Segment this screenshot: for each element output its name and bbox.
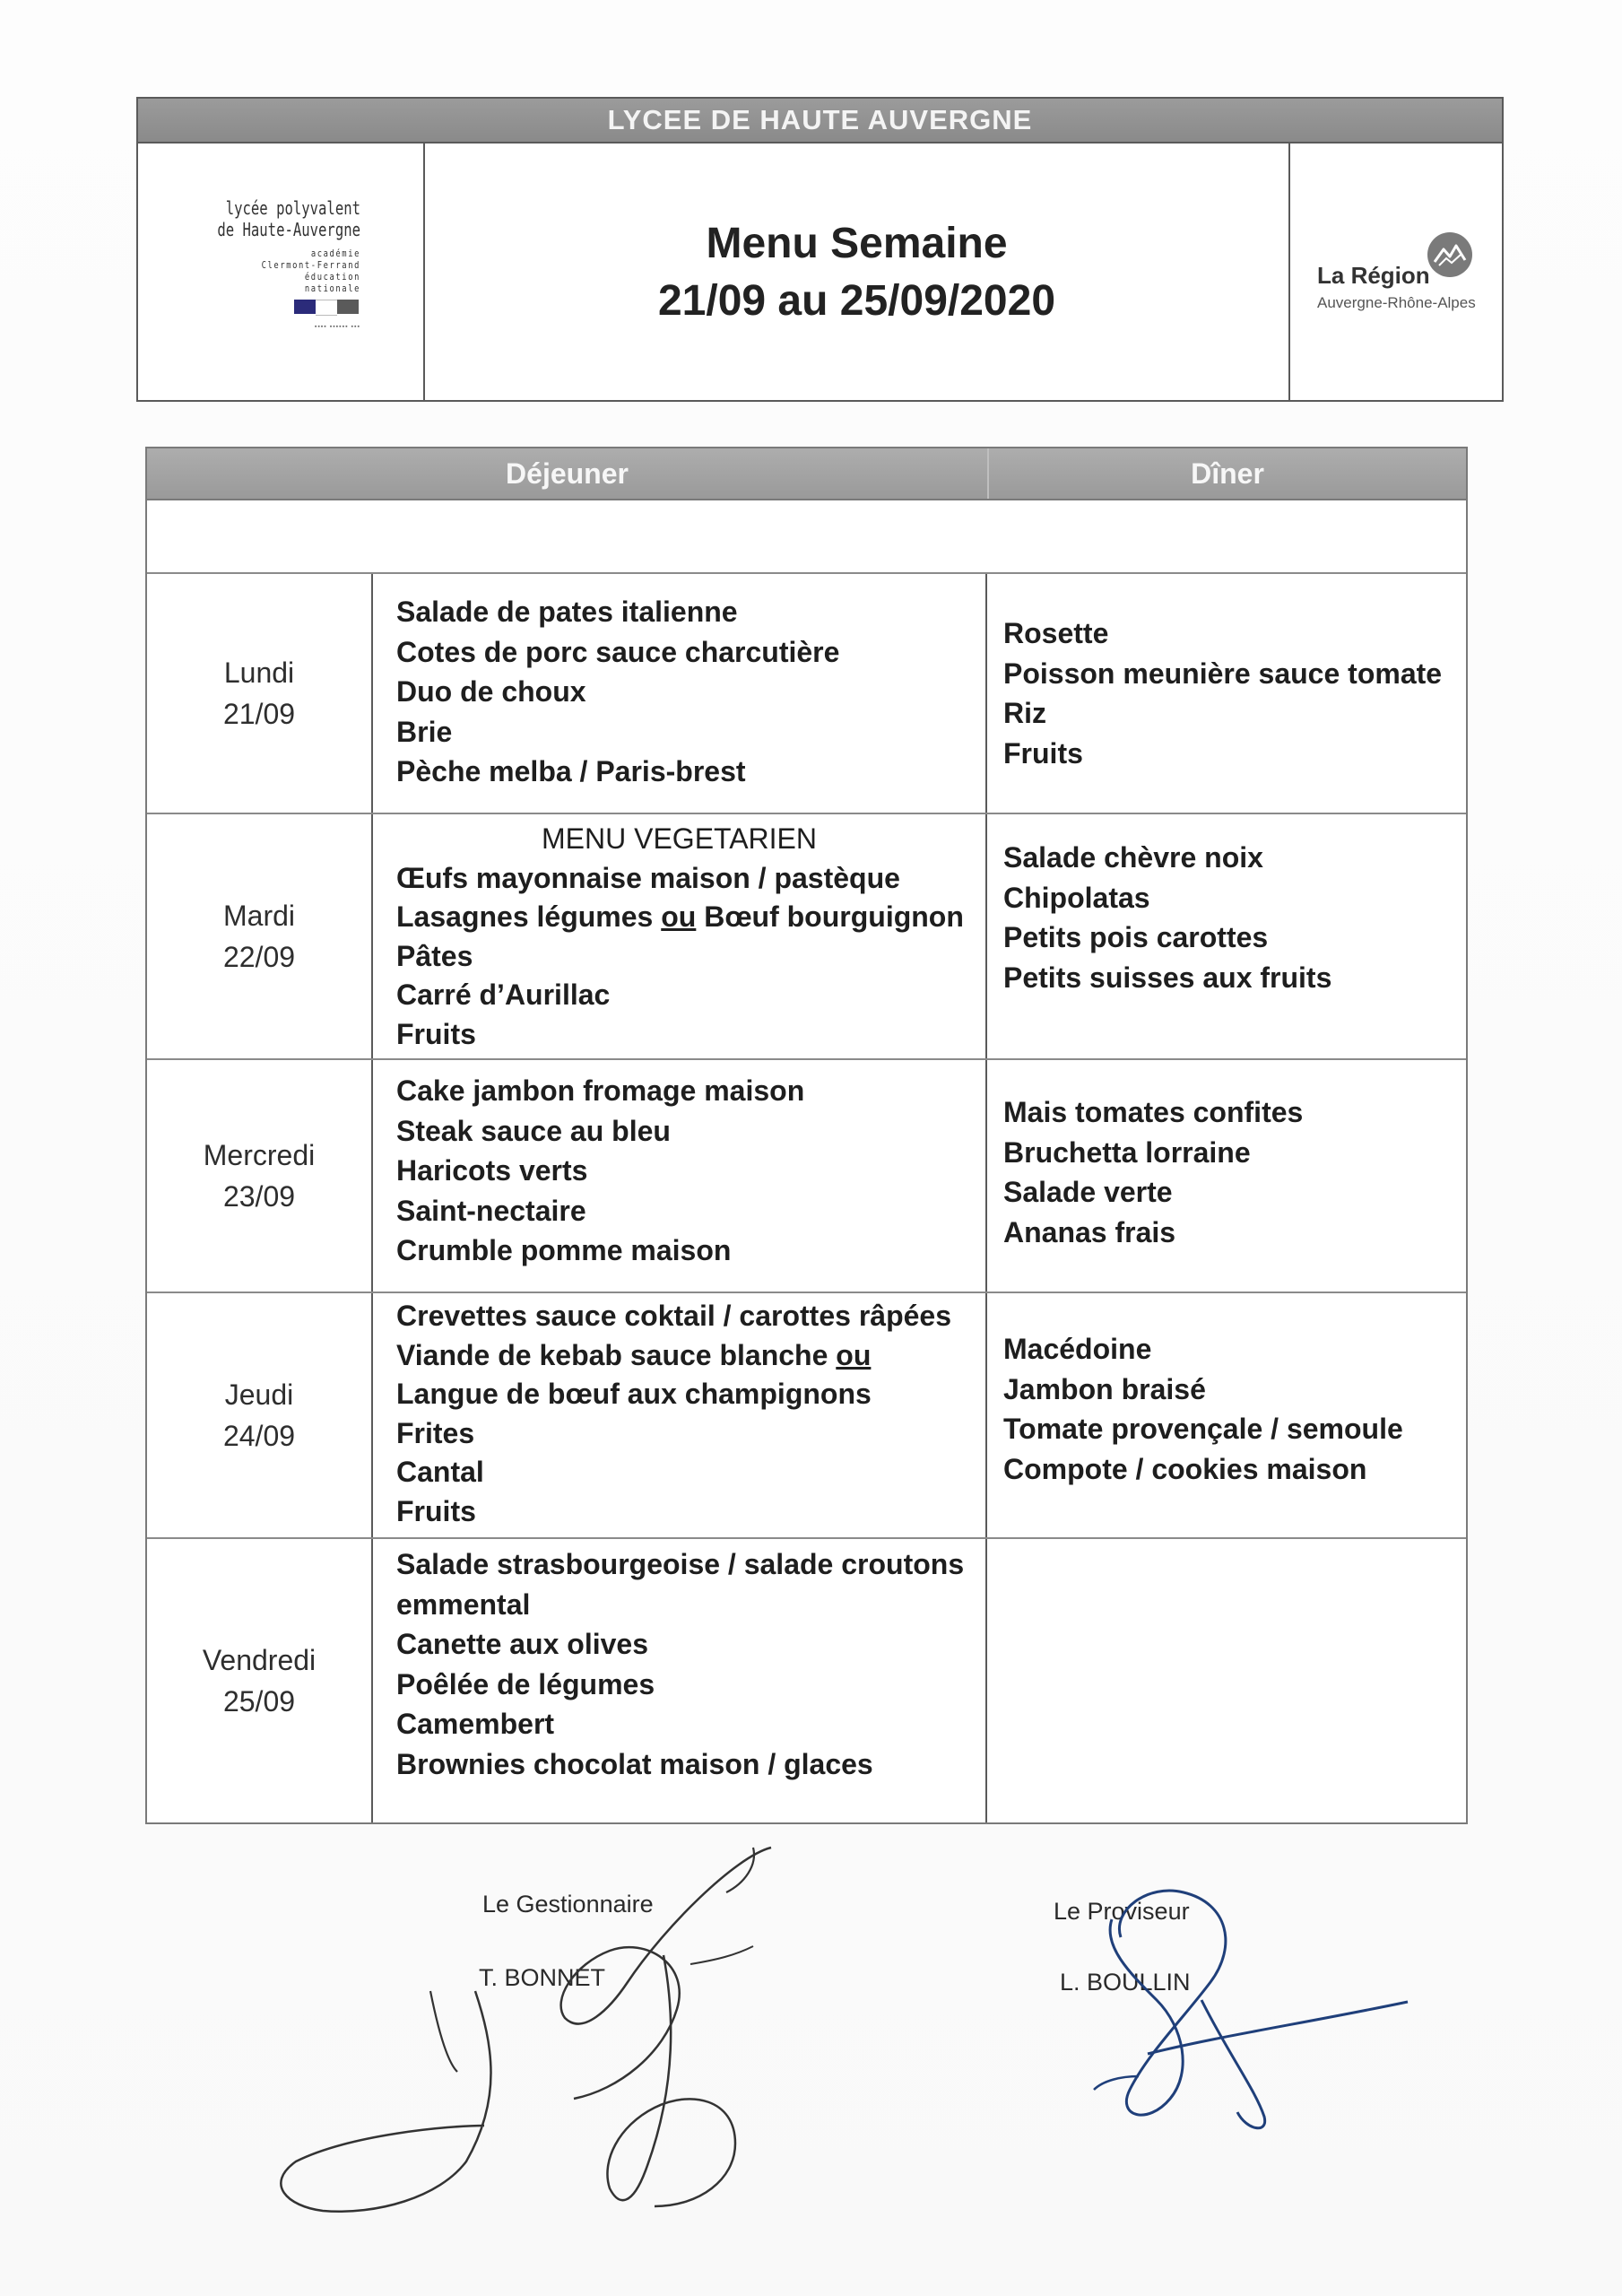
day-cell	[147, 1293, 373, 1537]
dinner-cell	[987, 574, 1466, 813]
day-date: 23/09	[222, 1180, 296, 1213]
lunch-item: Canette aux olives	[396, 1628, 648, 1660]
dinner-item: Salade chèvre noix	[1003, 841, 1263, 874]
table-row	[147, 814, 1466, 1060]
lunch-item-alternative: Viande de kebab sauce blanche ou	[396, 1338, 872, 1371]
school-logo-line6: nationale	[304, 283, 360, 294]
lunch-cell	[373, 1060, 987, 1292]
lunch-item: Œufs mayonnaise maison / pastèque	[396, 861, 900, 894]
table-row	[147, 1539, 1466, 1822]
school-logo-line5: éducation	[304, 271, 360, 283]
dinner-item: Petits pois carottes	[1003, 921, 1269, 953]
lunch-item: Pâtes	[396, 939, 473, 972]
lunch-item: Saint-nectaire	[396, 1194, 586, 1227]
signatory-name: T. BONNET	[479, 1964, 606, 1991]
day-name: Mardi	[222, 900, 295, 932]
lunch-cell	[373, 814, 987, 1058]
lunch-item: Pèche melba / Paris-brest	[396, 755, 746, 787]
lunch-item: Carré d’Aurillac	[396, 978, 611, 1011]
dinner-item: Jambon braisé	[1003, 1372, 1206, 1405]
handwritten-signature-left	[269, 1830, 843, 2224]
school-logo-line4: Clermont-Ferrand	[261, 259, 360, 271]
school-banner: LYCEE DE HAUTE AUVERGNE	[138, 99, 1502, 144]
lunch-item: Langue de bœuf aux champignons	[396, 1378, 872, 1410]
day-cell	[147, 574, 373, 813]
dinner-item: Chipolatas	[1003, 881, 1150, 914]
school-logo-cell	[138, 144, 425, 402]
lunch-item: Salade de pates italienne	[396, 596, 738, 628]
signatory-name: L. BOULLIN	[1060, 1969, 1191, 1996]
lunch-item: Cotes de porc sauce charcutière	[396, 635, 840, 668]
dinner-item: Poisson meunière sauce tomate	[1003, 657, 1443, 690]
dinner-item: Ananas frais	[1003, 1215, 1176, 1248]
lunch-item: Crumble pomme maison	[396, 1234, 732, 1266]
lunch-item: Duo de choux	[396, 675, 586, 708]
day-date: 21/09	[222, 698, 296, 730]
day-name: Vendredi	[202, 1644, 317, 1676]
menu-date-range: 21/09 au 25/09/2020	[657, 277, 1056, 325]
day-date: 24/09	[222, 1420, 296, 1452]
title-cell	[425, 144, 1290, 402]
day-date: 25/09	[222, 1685, 296, 1718]
day-cell	[147, 814, 373, 1058]
table-row	[147, 1060, 1466, 1293]
document-header	[136, 97, 1504, 402]
lunch-item-alternative: Lasagnes légumes ou Bœuf bourguignon	[396, 900, 964, 933]
signatory-title: Le Gestionnaire	[482, 1891, 654, 1918]
lunch-item: Cantal	[396, 1456, 484, 1488]
column-header-dinner: Dîner	[1191, 457, 1264, 490]
dinner-cell	[987, 814, 1466, 1058]
dinner-cell-empty	[987, 1539, 1466, 1822]
lunch-item: Salade strasbourgeoise / salade croutons	[396, 1548, 965, 1580]
lunch-item: Fruits	[396, 1494, 476, 1527]
table-spacer-row	[147, 500, 1466, 574]
table-row	[147, 574, 1466, 814]
lunch-cell	[373, 574, 987, 813]
day-name: Lundi	[223, 657, 295, 689]
handwritten-signature-right	[1013, 1848, 1435, 2135]
signature-proviseur	[1013, 1848, 1435, 2135]
lunch-cell	[373, 1293, 987, 1537]
signatory-title: Le Proviseur	[1054, 1898, 1190, 1925]
lunch-cell	[373, 1539, 987, 1822]
school-logo-line1: lycée polyvalent	[225, 197, 360, 219]
school-logo-line2: de Haute-Auvergne	[217, 219, 360, 240]
menu-title: Menu Semaine	[706, 220, 1008, 267]
column-header-lunch: Déjeuner	[147, 448, 989, 499]
school-logo: lycée polyvalent de Haute-Auvergne académie Clermont-Ferrand éducation nationale ▪▪▪▪ ▪▪▪▪▪▪ ▪▪▪	[154, 197, 360, 331]
lunch-item: Frites	[396, 1416, 475, 1449]
lunch-item: Crevettes sauce coktail / carottes râpées	[396, 1300, 951, 1332]
dinner-item: Fruits	[1003, 736, 1083, 770]
school-logo-line3: académie	[310, 248, 360, 259]
menu-table	[145, 447, 1468, 1824]
lunch-item: Steak sauce au bleu	[396, 1114, 671, 1147]
dinner-cell	[987, 1293, 1466, 1537]
table-row	[147, 1293, 1466, 1539]
region-logo-cell	[1290, 144, 1502, 402]
region-name: La Région	[1317, 262, 1430, 289]
lunch-item: Brie	[396, 715, 453, 748]
dinner-item: Bruchetta lorraine	[1003, 1135, 1251, 1169]
lunch-item: Poêlée de légumes	[396, 1667, 655, 1700]
day-name: Mercredi	[203, 1139, 316, 1171]
day-name: Jeudi	[224, 1378, 294, 1411]
lunch-item: Camembert	[396, 1708, 555, 1740]
dinner-item: Mais tomates confites	[1003, 1096, 1304, 1128]
dinner-item: Riz	[1003, 697, 1046, 729]
signature-gestionnaire	[269, 1830, 843, 2224]
lunch-item: Haricots verts	[396, 1154, 588, 1187]
dinner-item: Compote / cookies maison	[1003, 1452, 1367, 1485]
table-header	[147, 448, 1466, 500]
dinner-item: Petits suisses aux fruits	[1003, 961, 1332, 994]
lunch-item: Brownies chocolat maison / glaces	[396, 1747, 873, 1780]
dinner-cell	[987, 1060, 1466, 1292]
marianne-flag-icon	[294, 300, 360, 319]
day-date: 22/09	[222, 941, 296, 973]
dinner-item: Salade verte	[1003, 1176, 1173, 1208]
day-cell	[147, 1539, 373, 1822]
lunch-item: Cake jambon fromage maison	[396, 1074, 805, 1107]
mountain-logo-icon	[1427, 231, 1473, 278]
lunch-item: emmental	[396, 1587, 531, 1621]
lunch-item: Fruits	[396, 1017, 476, 1050]
region-subtitle: Auvergne-Rhône-Alpes	[1317, 294, 1476, 311]
dinner-item: Macédoine	[1003, 1333, 1152, 1365]
dinner-item: Rosette	[1003, 617, 1109, 649]
day-cell	[147, 1060, 373, 1292]
vegetarian-menu-heading: MENU VEGETARIEN	[542, 822, 817, 855]
dinner-item: Tomate provençale / semoule	[1003, 1413, 1403, 1445]
